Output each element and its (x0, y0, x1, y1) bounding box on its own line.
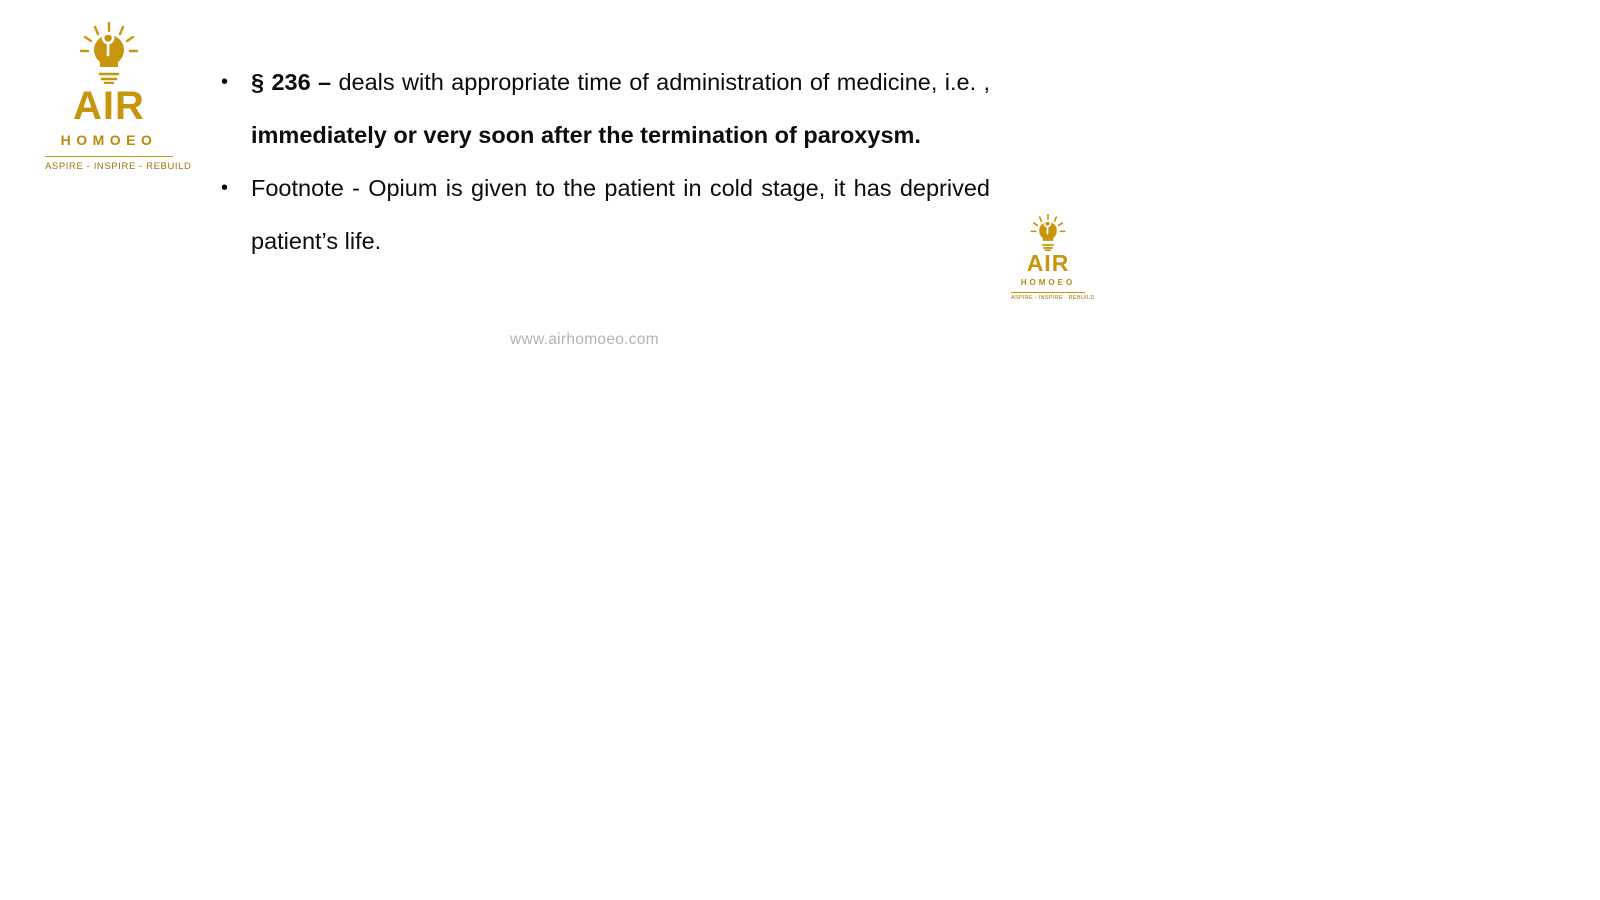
brand-logo-watermark (1010, 214, 1095, 302)
site-url: www.airhomoeo.com (510, 331, 659, 348)
bullet-text (251, 162, 990, 268)
logo-subtitle: HOMOEO (1020, 278, 1076, 287)
bullet-segment: Footnote - Opium is given to the patient in cold stage, it has deprived patient’s life. (251, 175, 990, 254)
bullet-segment: § 236 – (251, 69, 339, 95)
bullet-text (251, 56, 990, 162)
bullet-segment: deals with appropriate time of administration of medicine, i.e. , (338, 69, 990, 95)
list-item (215, 56, 990, 162)
logo-tagline: ASPIRE - INSPIRE - REBUILD (1011, 292, 1085, 302)
slide-body (215, 56, 990, 268)
list-item (215, 162, 990, 268)
logo-subtitle: HOMOEO (60, 132, 158, 148)
bullet-marker: • (221, 71, 229, 93)
logo-wordmark: AIR (73, 84, 145, 128)
lightbulb-icon (77, 22, 141, 84)
brand-logo (44, 22, 192, 172)
bullet-segment: immediately or very soon after the termination of paroxysm. (251, 122, 921, 148)
logo-tagline: ASPIRE - INSPIRE - REBUILD (45, 156, 173, 172)
lightbulb-icon (1029, 214, 1067, 251)
bullet-marker: • (221, 177, 229, 199)
logo-wordmark: AIR (1026, 250, 1070, 276)
